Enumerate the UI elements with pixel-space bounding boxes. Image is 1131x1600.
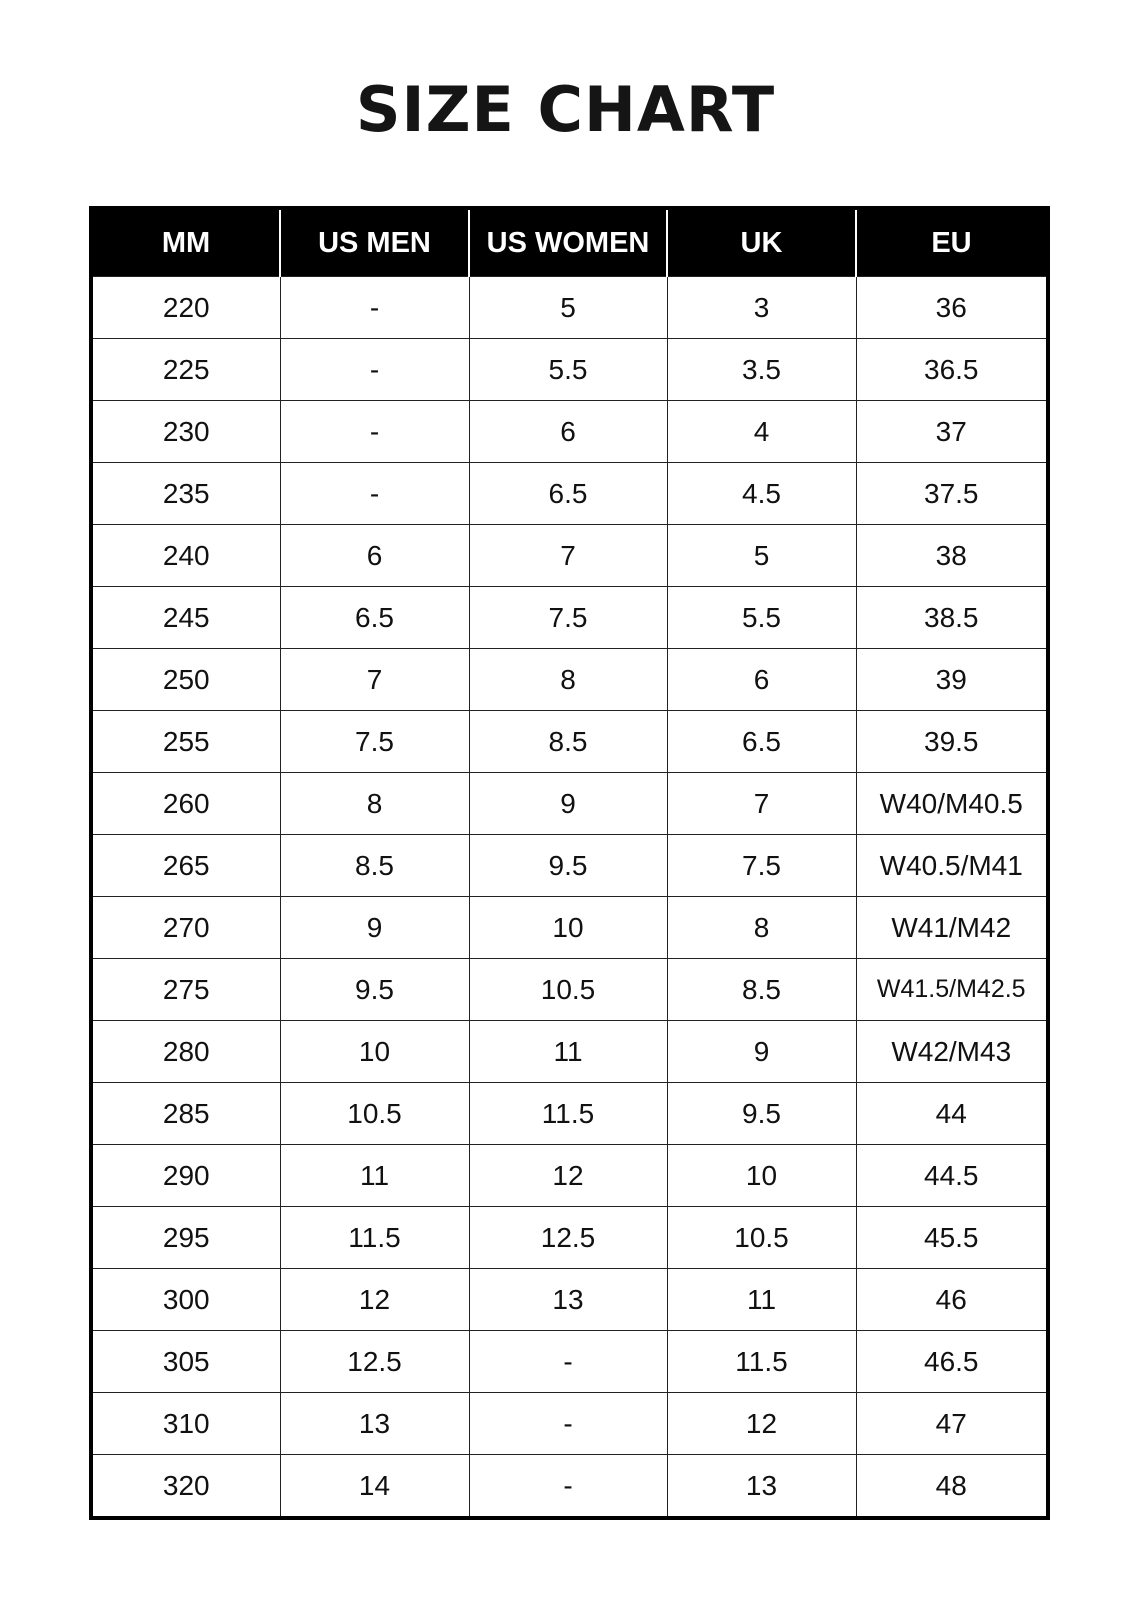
cell-us-women: 12 (469, 1145, 667, 1207)
cell-us-men: 11 (280, 1145, 469, 1207)
table-row (91, 277, 1048, 339)
table-row (91, 1393, 1048, 1455)
cell-us-women: 5.5 (469, 339, 667, 401)
table-body (91, 277, 1048, 1519)
cell-us-men: - (280, 463, 469, 525)
cell-eu: W40/M40.5 (856, 773, 1048, 835)
cell-uk: 9.5 (667, 1083, 856, 1145)
cell-mm: 290 (91, 1145, 280, 1207)
table-row (91, 463, 1048, 525)
cell-mm: 250 (91, 649, 280, 711)
cell-us-men: - (280, 339, 469, 401)
cell-eu: 44.5 (856, 1145, 1048, 1207)
table-header (91, 208, 1048, 277)
cell-mm: 270 (91, 897, 280, 959)
table-row (91, 1145, 1048, 1207)
table-row (91, 1269, 1048, 1331)
cell-eu: W42/M43 (856, 1021, 1048, 1083)
cell-mm: 260 (91, 773, 280, 835)
cell-uk: 10.5 (667, 1207, 856, 1269)
cell-us-women: 11 (469, 1021, 667, 1083)
cell-eu: 48 (856, 1455, 1048, 1519)
cell-uk: 4 (667, 401, 856, 463)
cell-eu: W40.5/M41 (856, 835, 1048, 897)
cell-mm: 245 (91, 587, 280, 649)
column-header-us-women: US WOMEN (469, 208, 667, 277)
cell-mm: 255 (91, 711, 280, 773)
cell-mm: 220 (91, 277, 280, 339)
cell-us-women: 13 (469, 1269, 667, 1331)
column-header-uk: UK (667, 208, 856, 277)
cell-eu: 38 (856, 525, 1048, 587)
cell-us-men: 9 (280, 897, 469, 959)
cell-mm: 225 (91, 339, 280, 401)
cell-us-women: 12.5 (469, 1207, 667, 1269)
size-chart-table (89, 206, 1050, 1520)
cell-eu: W41.5/M42.5 (856, 959, 1048, 1021)
cell-us-men: 11.5 (280, 1207, 469, 1269)
cell-us-women: 8 (469, 649, 667, 711)
cell-eu: 47 (856, 1393, 1048, 1455)
cell-uk: 5.5 (667, 587, 856, 649)
cell-uk: 7.5 (667, 835, 856, 897)
cell-mm: 285 (91, 1083, 280, 1145)
cell-mm: 230 (91, 401, 280, 463)
cell-uk: 6.5 (667, 711, 856, 773)
table-row (91, 339, 1048, 401)
cell-us-women: 7.5 (469, 587, 667, 649)
cell-us-men: 6 (280, 525, 469, 587)
cell-eu: 36.5 (856, 339, 1048, 401)
cell-eu: 44 (856, 1083, 1048, 1145)
cell-uk: 13 (667, 1455, 856, 1519)
cell-uk: 6 (667, 649, 856, 711)
table-row (91, 711, 1048, 773)
cell-mm: 305 (91, 1331, 280, 1393)
cell-uk: 3.5 (667, 339, 856, 401)
page-title: SIZE CHART (355, 73, 776, 146)
cell-uk: 8 (667, 897, 856, 959)
cell-us-men: 6.5 (280, 587, 469, 649)
cell-mm: 235 (91, 463, 280, 525)
cell-mm: 295 (91, 1207, 280, 1269)
cell-us-women: - (469, 1393, 667, 1455)
cell-us-women: 8.5 (469, 711, 667, 773)
cell-us-men: - (280, 277, 469, 339)
cell-mm: 280 (91, 1021, 280, 1083)
cell-eu: 36 (856, 277, 1048, 339)
table-row (91, 1021, 1048, 1083)
header-row (91, 208, 1048, 277)
cell-mm: 275 (91, 959, 280, 1021)
cell-us-women: - (469, 1455, 667, 1519)
cell-uk: 7 (667, 773, 856, 835)
cell-us-men: 7 (280, 649, 469, 711)
cell-uk: 10 (667, 1145, 856, 1207)
cell-eu: 39.5 (856, 711, 1048, 773)
cell-us-men: 14 (280, 1455, 469, 1519)
cell-us-women: - (469, 1331, 667, 1393)
cell-eu: 37.5 (856, 463, 1048, 525)
cell-uk: 5 (667, 525, 856, 587)
cell-us-women: 6.5 (469, 463, 667, 525)
cell-us-men: 12.5 (280, 1331, 469, 1393)
cell-us-men: 8 (280, 773, 469, 835)
cell-us-men: 10.5 (280, 1083, 469, 1145)
table-row (91, 587, 1048, 649)
table-row (91, 959, 1048, 1021)
cell-us-men: 12 (280, 1269, 469, 1331)
cell-mm: 300 (91, 1269, 280, 1331)
cell-eu: 46 (856, 1269, 1048, 1331)
table-row (91, 649, 1048, 711)
cell-eu: 38.5 (856, 587, 1048, 649)
cell-us-women: 9 (469, 773, 667, 835)
table-row (91, 525, 1048, 587)
table-row (91, 1331, 1048, 1393)
cell-us-men: 10 (280, 1021, 469, 1083)
cell-us-women: 7 (469, 525, 667, 587)
cell-uk: 11 (667, 1269, 856, 1331)
cell-mm: 240 (91, 525, 280, 587)
cell-uk: 9 (667, 1021, 856, 1083)
cell-us-men: - (280, 401, 469, 463)
table-row (91, 1083, 1048, 1145)
cell-eu: 46.5 (856, 1331, 1048, 1393)
cell-mm: 320 (91, 1455, 280, 1519)
cell-us-men: 7.5 (280, 711, 469, 773)
table-row (91, 835, 1048, 897)
table-row (91, 897, 1048, 959)
cell-us-women: 11.5 (469, 1083, 667, 1145)
cell-uk: 3 (667, 277, 856, 339)
cell-uk: 4.5 (667, 463, 856, 525)
cell-us-men: 9.5 (280, 959, 469, 1021)
cell-uk: 11.5 (667, 1331, 856, 1393)
table-row (91, 401, 1048, 463)
cell-mm: 265 (91, 835, 280, 897)
cell-uk: 8.5 (667, 959, 856, 1021)
cell-us-women: 5 (469, 277, 667, 339)
cell-eu: 37 (856, 401, 1048, 463)
cell-eu: W41/M42 (856, 897, 1048, 959)
cell-us-women: 9.5 (469, 835, 667, 897)
cell-us-men: 8.5 (280, 835, 469, 897)
column-header-eu: EU (856, 208, 1048, 277)
cell-us-women: 10 (469, 897, 667, 959)
cell-us-women: 6 (469, 401, 667, 463)
cell-mm: 310 (91, 1393, 280, 1455)
column-header-mm: MM (91, 208, 280, 277)
cell-eu: 39 (856, 649, 1048, 711)
cell-eu: 45.5 (856, 1207, 1048, 1269)
cell-us-men: 13 (280, 1393, 469, 1455)
table-row (91, 773, 1048, 835)
cell-uk: 12 (667, 1393, 856, 1455)
table-row (91, 1207, 1048, 1269)
column-header-us-men: US MEN (280, 208, 469, 277)
table-row (91, 1455, 1048, 1519)
cell-us-women: 10.5 (469, 959, 667, 1021)
